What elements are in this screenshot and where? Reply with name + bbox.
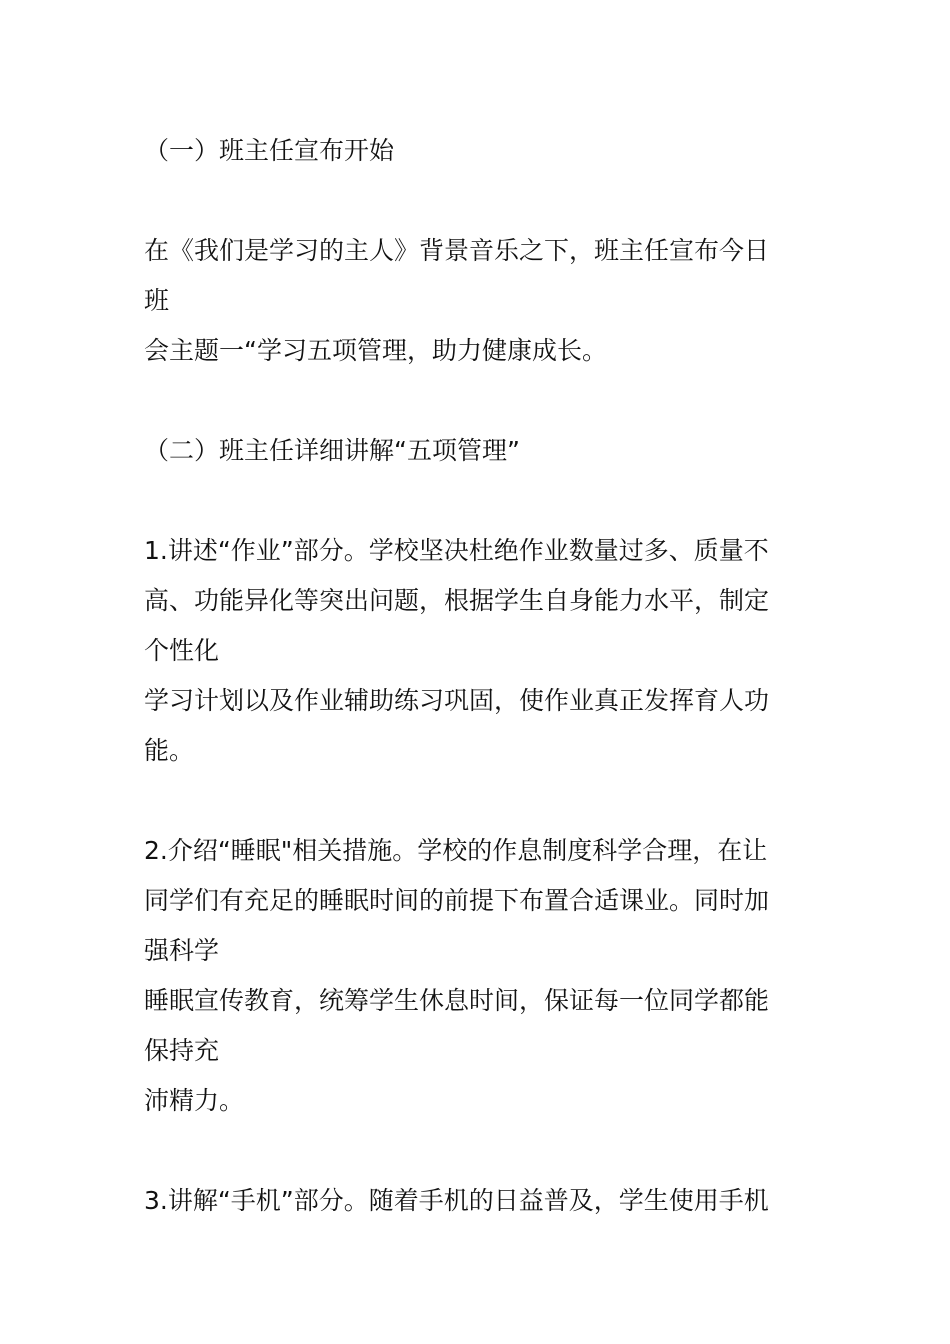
paragraph-line: 1.讲述“作业”部分。学校坚决杜绝作业数量过多、质量不 — [144, 536, 769, 565]
blank-line — [144, 1126, 824, 1176]
document-body — [144, 126, 824, 1226]
blank-line — [144, 176, 824, 226]
paragraph-line: 个性化 — [144, 636, 220, 665]
blank-line — [144, 776, 824, 826]
paragraph-line: 保持充 — [144, 1036, 220, 1065]
section-heading-1: （一）班主任宣布开始 — [144, 136, 395, 165]
paragraph-line: 沛精力。 — [144, 1086, 245, 1115]
paragraph-line: 同学们有充足的睡眠时间的前提下布置合适课业。同时加 — [144, 886, 770, 915]
section-heading-2: （二）班主任详细讲解“五项管理” — [144, 436, 520, 465]
paragraph-line: 会主题一“学习五项管理，助力健康成长。 — [144, 336, 607, 365]
paragraph-line: 班 — [144, 286, 170, 315]
paragraph-line: 在《我们是学习的主人》背景音乐之下，班主任宣布今日 — [144, 236, 770, 265]
paragraph-line: 睡眠宣传教育，统筹学生休息时间，保证每一位同学都能 — [144, 986, 770, 1015]
blank-line — [144, 476, 824, 526]
paragraph-line: 能。 — [144, 736, 195, 765]
paragraph-line: 3.讲解“手机”部分。随着手机的日益普及，学生使用手机 — [144, 1186, 769, 1215]
paragraph-line: 强科学 — [144, 936, 220, 965]
paragraph-line: 2.介绍“睡眠"相关措施。学校的作息制度科学合理，在让 — [144, 836, 768, 865]
blank-line — [144, 376, 824, 426]
paragraph-line: 高、功能异化等突出问题，根据学生自身能力水平，制定 — [144, 586, 770, 615]
paragraph-line: 学习计划以及作业辅助练习巩固，使作业真正发挥育人功 — [144, 686, 770, 715]
